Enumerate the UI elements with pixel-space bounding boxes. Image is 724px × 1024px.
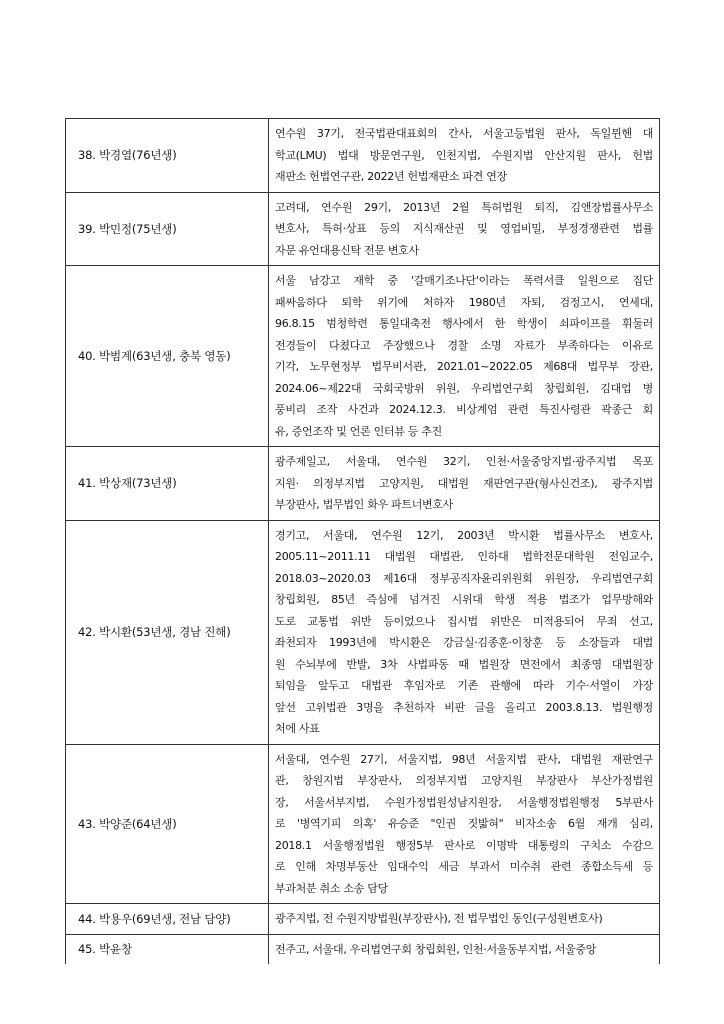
description-line: 전경들이 다쳤다고 주장했으나 경찰 소명 자료가 부족하다는 이유로	[275, 338, 653, 352]
person-name-cell: 43. 박양준(64년생)	[66, 744, 269, 904]
description-line: 재판소 헌법연구관, 2022년 헌법재판소 파견 연장	[275, 170, 507, 183]
person-name-cell: 38. 박경열(76년생)	[66, 119, 269, 193]
description-line: 2005.11~2011.11 대법원 대법관, 인하대 법학전문대학원 전임교수,	[275, 550, 653, 563]
table-row	[66, 192, 660, 266]
person-name-cell: 42. 박시환(53년생, 경남 진해)	[66, 520, 269, 744]
description-line: 부장판사, 법무법인 화우 파트너변호사	[275, 498, 454, 511]
description-line: 앞선 고위법관 3명을 추천하자 비판 글을 올리고 2003.8.13. 법원행정	[275, 700, 653, 714]
career-description-cell	[269, 447, 660, 521]
description-line: 서울대, 연수원 27기, 서울지법, 98년 서울지법 판사, 대법원 재판연구	[275, 752, 653, 766]
description-line: 부과처분 취소 소송 담당	[275, 881, 388, 895]
description-line: 유, 증언조작 및 언론 인터뷰 등 추진	[275, 424, 442, 438]
description-line: 고려대, 연수원 29기, 2013년 2월 특허법원 퇴직, 김앤장법률사무소	[275, 200, 653, 214]
table-row	[66, 447, 660, 521]
description-line: 경기고, 서울대, 연수원 12기, 2003년 박시환 법률사무소 변호사,	[275, 528, 653, 542]
description-line: 퇴임을 앞두고 대법관 후임자로 기존 관행에 따라 기수·서열이 가장	[275, 679, 653, 692]
description-line: 96.8.15 범청학련 통일대축전 행사에서 한 학생이 쇠파이프를 휘둘러	[275, 317, 653, 330]
person-name-cell: 45. 박윤창	[66, 934, 269, 964]
description-line: 연수원 37기, 전국법관대표회의 간사, 서울고등법원 판사, 독일뮌헨 대	[275, 127, 653, 140]
description-line: 지원· 의정부지법 고양지원, 대법원 재판연구관(형사신건조), 광주지법	[275, 476, 653, 490]
judges-table	[65, 118, 660, 964]
description-line: 2018.03~2020.03 제16대 정부공직자윤리위원회 위원장, 우리법연구회	[275, 571, 653, 585]
career-description-cell	[269, 520, 660, 744]
career-description-cell	[269, 119, 660, 193]
person-name-cell: 40. 박범계(63년생, 충북 영동)	[66, 266, 269, 447]
description-line: 처에 사표	[275, 722, 320, 735]
career-description-cell	[269, 266, 660, 447]
description-line: 로 '병역기피 의혹' 유승준 "인권 짓밟혀" 비자소송 6월 재개 심리,	[275, 817, 653, 830]
career-description-cell	[269, 744, 660, 904]
career-description-cell	[269, 904, 660, 935]
table-row	[66, 934, 660, 964]
description-line: 관, 창원지법 부장판사, 의정부지법 고양지원 부장판사 부산가정법원	[275, 774, 653, 787]
table-row	[66, 744, 660, 904]
description-line: 자문 유언대용신탁 전문 변호사	[275, 243, 419, 257]
description-line: 2024.06~제22대 국회국방위 위원, 우리법연구회 창립회원, 김대업 병	[275, 381, 653, 395]
table-row	[66, 904, 660, 935]
description-line: 로 인해 차명부동산 임대수익 세금 부과서 미수취 관련 종합소득세 등	[275, 860, 653, 873]
career-description-cell	[269, 192, 660, 266]
table-row	[66, 119, 660, 193]
description-line: 서울 남강고 재학 중 '갈매기조나단'이라는 폭력서클 일원으로 집단	[275, 274, 653, 287]
description-line: 좌천되자 1993년에 박시환은 강금실·김종훈·이창훈 등 소장들과 대법	[275, 636, 653, 649]
person-name-cell: 44. 박용우(69년생, 전남 담양)	[66, 904, 269, 935]
person-name-cell: 41. 박상재(73년생)	[66, 447, 269, 521]
table-row	[66, 266, 660, 447]
description-line: 장, 서울서부지법, 수원가정법원성남지원장, 서울행정법원행정 5부판사	[275, 795, 653, 809]
description-line: 원 수뇌부에 반발, 3차 사법파동 때 법원장 면전에서 최종영 대법원장	[275, 657, 653, 671]
description-line: 2018.1 서울행정법원 행정5부 판사로 이명박 대통령의 구치소 수감으	[275, 838, 653, 852]
description-line: 광주지법, 전 수원지방법원(부장판사), 전 법무법인 동인(구성원변호사)	[275, 912, 603, 925]
person-name-cell: 39. 박민정(75년생)	[66, 192, 269, 266]
description-line: 풍비리 조작 사건과 2024.12.3. 비상계엄 관련 특진사령관 곽종근 회	[275, 403, 653, 416]
description-line: 학교(LMU) 법대 방문연구원, 인천지법, 수원지법 안산지원 판사, 헌법	[275, 148, 653, 162]
description-line: 광주제일고, 서울대, 연수원 32기, 인천·서울중앙지법·광주지법 목포	[275, 455, 653, 468]
table-body	[66, 119, 660, 965]
table-row	[66, 520, 660, 744]
description-line: 패싸움하다 퇴학 위기에 처하자 1980년 자퇴, 검정고시, 연세대,	[275, 295, 653, 309]
description-line: 전주고, 서울대, 우리법연구회 창립회원, 인천·서울동부지법, 서울중앙	[275, 942, 597, 956]
career-description-cell	[269, 934, 660, 964]
description-line: 변호사, 특허·상표 등의 지식재산권 및 영업비밀, 부정경쟁관련 법률	[275, 222, 653, 235]
description-line: 기각, 노무현정부 법무비서관, 2021.01~2022.05 제68대 법무부 장관,	[275, 360, 653, 373]
description-line: 창립회원, 85년 즉심에 넘겨진 시위대 학생 적용 법조가 업무방해와	[275, 593, 653, 606]
description-line: 도로 교통법 위반 등이었으나 집시법 위반은 미적용되어 무죄 선고,	[275, 614, 653, 628]
